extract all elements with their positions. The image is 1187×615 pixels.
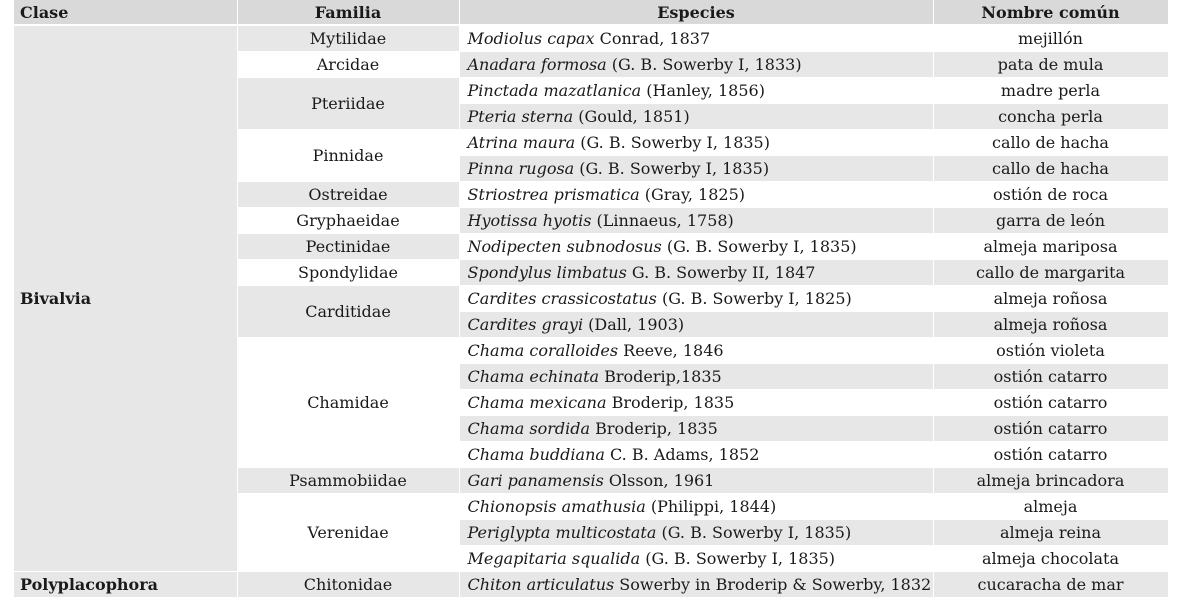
common-name-cell: callo de margarita: [933, 260, 1168, 286]
species-name: Gari panamensis: [467, 470, 604, 490]
species-name: Chama buddiana: [467, 444, 605, 464]
family-cell: Spondylidae: [237, 260, 459, 286]
header-row: [14, 0, 1168, 25]
species-name: Anadara formosa: [467, 54, 607, 74]
common-name-cell: almeja: [933, 494, 1168, 520]
species-cell: [459, 52, 933, 78]
common-name-cell: almeja chocolata: [933, 546, 1168, 572]
common-name-cell: callo de hacha: [933, 130, 1168, 156]
species-name: Spondylus limbatus: [467, 262, 627, 282]
table-row: [14, 572, 1168, 598]
species-author: (G. B. Sowerby I, 1835): [661, 236, 857, 256]
family-cell: Carditidae: [237, 286, 459, 338]
species-author: Reeve, 1846: [618, 340, 724, 360]
species-author: (Hanley, 1856): [641, 80, 765, 100]
family-cell: Mytilidae: [237, 25, 459, 52]
species-cell: [459, 286, 933, 312]
family-cell: Pectinidae: [237, 234, 459, 260]
family-cell: Pteriidae: [237, 78, 459, 130]
species-cell: [459, 234, 933, 260]
species-cell: [459, 416, 933, 442]
species-author: Broderip,1835: [599, 366, 722, 386]
species-cell: [459, 182, 933, 208]
species-name: Pteria sterna: [467, 106, 574, 126]
family-cell: Ostreidae: [237, 182, 459, 208]
species-name: Atrina maura: [467, 132, 576, 152]
common-name-cell: almeja reina: [933, 520, 1168, 546]
species-cell: [459, 364, 933, 390]
family-cell: Chamidae: [237, 338, 459, 468]
common-name-cell: almeja roñosa: [933, 312, 1168, 338]
family-cell: Chitonidae: [237, 572, 459, 598]
species-name: Cardites crassicostatus: [467, 288, 657, 308]
species-author: (Dall, 1903): [583, 314, 685, 334]
species-cell: [459, 25, 933, 52]
species-cell: [459, 104, 933, 130]
common-name-cell: madre perla: [933, 78, 1168, 104]
species-name: Striostrea prismatica: [467, 184, 640, 204]
species-name: Hyotissa hyotis: [467, 210, 592, 230]
species-cell: [459, 572, 933, 598]
species-author: Olsson, 1961: [603, 470, 715, 490]
species-cell: [459, 260, 933, 286]
species-cell: [459, 312, 933, 338]
species-cell: [459, 520, 933, 546]
common-name-cell: callo de hacha: [933, 156, 1168, 182]
common-name-cell: ostión catarro: [933, 416, 1168, 442]
common-name-cell: ostión de roca: [933, 182, 1168, 208]
species-cell: [459, 494, 933, 520]
species-author: G. B. Sowerby II, 1847: [626, 262, 816, 282]
species-name: Cardites grayi: [467, 314, 584, 334]
common-name-cell: mejillón: [933, 25, 1168, 52]
family-cell: Pinnidae: [237, 130, 459, 182]
species-cell: [459, 442, 933, 468]
species-cell: [459, 338, 933, 364]
header-familia: Familia: [237, 0, 459, 25]
species-cell: [459, 156, 933, 182]
species-author: (G. B. Sowerby I, 1835): [640, 548, 836, 568]
species-name: Pinna rugosa: [467, 158, 575, 178]
common-name-cell: almeja brincadora: [933, 468, 1168, 494]
species-cell: [459, 78, 933, 104]
class-cell-polyplacophora: Polyplacophora: [14, 572, 237, 598]
common-name-cell: almeja mariposa: [933, 234, 1168, 260]
species-cell: [459, 546, 933, 572]
common-name-cell: garra de león: [933, 208, 1168, 234]
species-author: Conrad, 1837: [594, 28, 711, 48]
species-author: Broderip, 1835: [590, 418, 718, 438]
species-author: C. B. Adams, 1852: [604, 444, 760, 464]
family-cell: Verenidae: [237, 494, 459, 572]
common-name-cell: almeja roñosa: [933, 286, 1168, 312]
species-name: Chama coralloides: [467, 340, 619, 360]
species-author: (G. B. Sowerby I, 1835): [574, 158, 770, 178]
species-name: Chiton articulatus: [467, 574, 615, 594]
common-name-cell: ostión catarro: [933, 390, 1168, 416]
species-author: (G. B. Sowerby I, 1835): [656, 522, 852, 542]
common-name-cell: ostión violeta: [933, 338, 1168, 364]
species-table: [14, 0, 1169, 598]
species-author: (G. B. Sowerby I, 1833): [606, 54, 802, 74]
species-name: Pinctada mazatlanica: [467, 80, 642, 100]
species-author: (Gould, 1851): [573, 106, 690, 126]
common-name-cell: pata de mula: [933, 52, 1168, 78]
family-cell: Gryphaeidae: [237, 208, 459, 234]
species-name: Megapitaria squalida: [467, 548, 641, 568]
species-author: (Linnaeus, 1758): [591, 210, 734, 230]
common-name-cell: cucaracha de mar: [933, 572, 1168, 598]
header-nombre-comun: Nombre común: [933, 0, 1168, 25]
species-cell: [459, 390, 933, 416]
species-author: Sowerby in Broderip & Sowerby, 1832: [614, 574, 932, 594]
species-name: Nodipecten subnodosus: [467, 236, 662, 256]
common-name-cell: ostión catarro: [933, 442, 1168, 468]
species-name: Chionopsis amathusia: [467, 496, 646, 516]
species-name: Modiolus capax: [467, 28, 595, 48]
species-name: Chama sordida: [467, 418, 591, 438]
common-name-cell: concha perla: [933, 104, 1168, 130]
species-cell: [459, 468, 933, 494]
table-row: [14, 25, 1168, 52]
family-cell: Psammobiidae: [237, 468, 459, 494]
header-especies: Especies: [459, 0, 933, 25]
family-cell: Arcidae: [237, 52, 459, 78]
species-cell: [459, 130, 933, 156]
species-author: (Gray, 1825): [639, 184, 745, 204]
species-name: Periglypta multicostata: [467, 522, 657, 542]
species-name: Chama mexicana: [467, 392, 607, 412]
species-author: Broderip, 1835: [606, 392, 735, 412]
class-cell-bivalvia: Bivalvia: [14, 25, 237, 572]
species-name: Chama echinata: [467, 366, 600, 386]
header-clase: Clase: [14, 0, 237, 25]
species-cell: [459, 208, 933, 234]
common-name-cell: ostión catarro: [933, 364, 1168, 390]
species-author: (Philippi, 1844): [645, 496, 777, 516]
species-author: (G. B. Sowerby I, 1835): [575, 132, 770, 152]
species-author: (G. B. Sowerby I, 1825): [656, 288, 852, 308]
